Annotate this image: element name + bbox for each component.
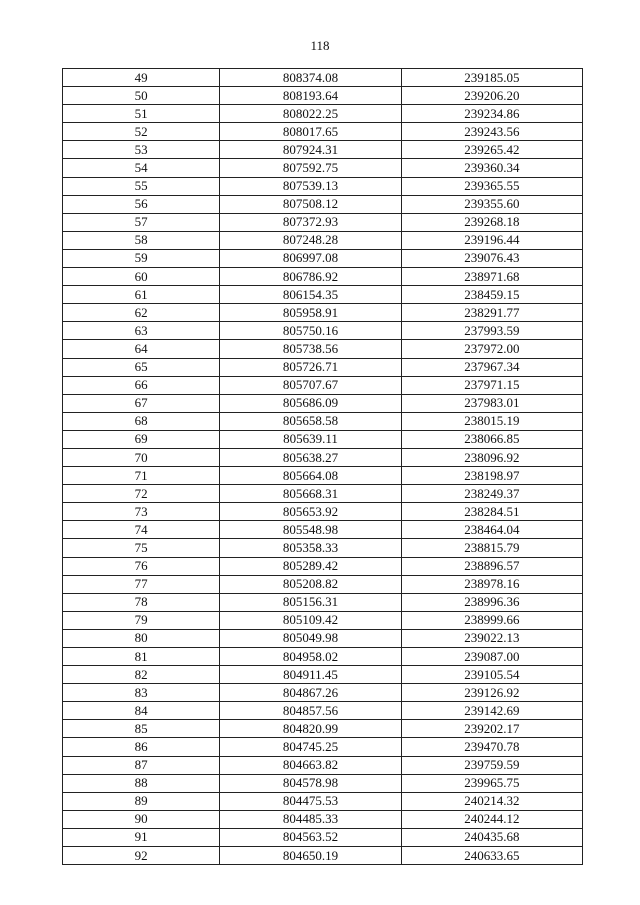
y-coordinate-cell: 239022.13 [401, 629, 582, 647]
x-coordinate-cell: 805686.09 [220, 394, 401, 412]
x-coordinate-cell: 808374.08 [220, 69, 401, 87]
x-coordinate-cell: 807924.31 [220, 141, 401, 159]
point-number-cell: 79 [63, 611, 220, 629]
y-coordinate-cell: 238198.97 [401, 467, 582, 485]
table-row [63, 213, 583, 231]
x-coordinate-cell: 804663.82 [220, 756, 401, 774]
y-coordinate-cell: 240244.12 [401, 810, 582, 828]
point-number-cell: 71 [63, 467, 220, 485]
point-number-cell: 66 [63, 376, 220, 394]
point-number-cell: 54 [63, 159, 220, 177]
point-number-cell: 49 [63, 69, 220, 87]
x-coordinate-cell: 805548.98 [220, 521, 401, 539]
table-row [63, 539, 583, 557]
y-coordinate-cell: 238896.57 [401, 557, 582, 575]
table-row [63, 87, 583, 105]
point-number-cell: 75 [63, 539, 220, 557]
point-number-cell: 73 [63, 503, 220, 521]
x-coordinate-cell: 805668.31 [220, 485, 401, 503]
x-coordinate-cell: 807372.93 [220, 213, 401, 231]
y-coordinate-cell: 237967.34 [401, 358, 582, 376]
point-number-cell: 57 [63, 213, 220, 231]
x-coordinate-cell: 804650.19 [220, 847, 401, 865]
table-row [63, 666, 583, 684]
table-row [63, 575, 583, 593]
point-number-cell: 74 [63, 521, 220, 539]
y-coordinate-cell: 238996.36 [401, 593, 582, 611]
x-coordinate-cell: 806997.08 [220, 249, 401, 267]
x-coordinate-cell: 805638.27 [220, 448, 401, 466]
table-row [63, 810, 583, 828]
table-row [63, 774, 583, 792]
table-row [63, 792, 583, 810]
table-row [63, 412, 583, 430]
x-coordinate-cell: 805658.58 [220, 412, 401, 430]
x-coordinate-cell: 805653.92 [220, 503, 401, 521]
x-coordinate-cell: 804745.25 [220, 738, 401, 756]
x-coordinate-cell: 804958.02 [220, 648, 401, 666]
y-coordinate-cell: 239265.42 [401, 141, 582, 159]
point-number-cell: 85 [63, 720, 220, 738]
table-row [63, 448, 583, 466]
x-coordinate-cell: 805358.33 [220, 539, 401, 557]
y-coordinate-cell: 239268.18 [401, 213, 582, 231]
table-row [63, 611, 583, 629]
y-coordinate-cell: 238249.37 [401, 485, 582, 503]
table-row [63, 394, 583, 412]
y-coordinate-cell: 237971.15 [401, 376, 582, 394]
y-coordinate-cell: 239470.78 [401, 738, 582, 756]
y-coordinate-cell: 237983.01 [401, 394, 582, 412]
table-row [63, 629, 583, 647]
coordinates-table [62, 68, 583, 865]
point-number-cell: 52 [63, 123, 220, 141]
point-number-cell: 81 [63, 648, 220, 666]
table-row [63, 738, 583, 756]
point-number-cell: 70 [63, 448, 220, 466]
point-number-cell: 59 [63, 249, 220, 267]
x-coordinate-cell: 807508.12 [220, 195, 401, 213]
point-number-cell: 88 [63, 774, 220, 792]
y-coordinate-cell: 239185.05 [401, 69, 582, 87]
y-coordinate-cell: 239105.54 [401, 666, 582, 684]
point-number-cell: 77 [63, 575, 220, 593]
table-row [63, 268, 583, 286]
point-number-cell: 58 [63, 231, 220, 249]
table-row [63, 358, 583, 376]
table-row [63, 557, 583, 575]
y-coordinate-cell: 239360.34 [401, 159, 582, 177]
table-row [63, 521, 583, 539]
table-row [63, 847, 583, 865]
point-number-cell: 80 [63, 629, 220, 647]
point-number-cell: 83 [63, 684, 220, 702]
x-coordinate-cell: 805958.91 [220, 304, 401, 322]
y-coordinate-cell: 239202.17 [401, 720, 582, 738]
table-row [63, 720, 583, 738]
y-coordinate-cell: 238464.04 [401, 521, 582, 539]
table-row [63, 503, 583, 521]
x-coordinate-cell: 804857.56 [220, 702, 401, 720]
y-coordinate-cell: 237972.00 [401, 340, 582, 358]
x-coordinate-cell: 804911.45 [220, 666, 401, 684]
point-number-cell: 82 [63, 666, 220, 684]
table-row [63, 69, 583, 87]
point-number-cell: 92 [63, 847, 220, 865]
point-number-cell: 55 [63, 177, 220, 195]
x-coordinate-cell: 805664.08 [220, 467, 401, 485]
table-row [63, 485, 583, 503]
coordinates-table-body [63, 69, 583, 865]
point-number-cell: 62 [63, 304, 220, 322]
page-number: 118 [310, 38, 330, 53]
table-row [63, 376, 583, 394]
x-coordinate-cell: 807539.13 [220, 177, 401, 195]
table-row [63, 249, 583, 267]
x-coordinate-cell: 805208.82 [220, 575, 401, 593]
x-coordinate-cell: 804820.99 [220, 720, 401, 738]
x-coordinate-cell: 805109.42 [220, 611, 401, 629]
x-coordinate-cell: 805726.71 [220, 358, 401, 376]
point-number-cell: 89 [63, 792, 220, 810]
table-row [63, 159, 583, 177]
x-coordinate-cell: 807248.28 [220, 231, 401, 249]
x-coordinate-cell: 804867.26 [220, 684, 401, 702]
point-number-cell: 69 [63, 430, 220, 448]
point-number-cell: 91 [63, 828, 220, 846]
y-coordinate-cell: 239965.75 [401, 774, 582, 792]
y-coordinate-cell: 238978.16 [401, 575, 582, 593]
table-row [63, 177, 583, 195]
table-row [63, 286, 583, 304]
y-coordinate-cell: 239087.00 [401, 648, 582, 666]
table-row [63, 828, 583, 846]
table-row [63, 123, 583, 141]
y-coordinate-cell: 237993.59 [401, 322, 582, 340]
table-row [63, 430, 583, 448]
x-coordinate-cell: 804475.53 [220, 792, 401, 810]
y-coordinate-cell: 238971.68 [401, 268, 582, 286]
point-number-cell: 84 [63, 702, 220, 720]
y-coordinate-cell: 239142.69 [401, 702, 582, 720]
y-coordinate-cell: 239196.44 [401, 231, 582, 249]
y-coordinate-cell: 238015.19 [401, 412, 582, 430]
y-coordinate-cell: 239126.92 [401, 684, 582, 702]
point-number-cell: 90 [63, 810, 220, 828]
point-number-cell: 78 [63, 593, 220, 611]
point-number-cell: 76 [63, 557, 220, 575]
point-number-cell: 68 [63, 412, 220, 430]
table-row [63, 195, 583, 213]
point-number-cell: 72 [63, 485, 220, 503]
point-number-cell: 63 [63, 322, 220, 340]
y-coordinate-cell: 239206.20 [401, 87, 582, 105]
y-coordinate-cell: 239759.59 [401, 756, 582, 774]
table-row [63, 105, 583, 123]
y-coordinate-cell: 239076.43 [401, 249, 582, 267]
y-coordinate-cell: 239234.86 [401, 105, 582, 123]
x-coordinate-cell: 805707.67 [220, 376, 401, 394]
table-row [63, 322, 583, 340]
x-coordinate-cell: 807592.75 [220, 159, 401, 177]
table-row [63, 231, 583, 249]
y-coordinate-cell: 238815.79 [401, 539, 582, 557]
point-number-cell: 86 [63, 738, 220, 756]
point-number-cell: 67 [63, 394, 220, 412]
y-coordinate-cell: 238459.15 [401, 286, 582, 304]
point-number-cell: 61 [63, 286, 220, 304]
x-coordinate-cell: 808017.65 [220, 123, 401, 141]
x-coordinate-cell: 806786.92 [220, 268, 401, 286]
x-coordinate-cell: 805049.98 [220, 629, 401, 647]
y-coordinate-cell: 239243.56 [401, 123, 582, 141]
point-number-cell: 50 [63, 87, 220, 105]
x-coordinate-cell: 805289.42 [220, 557, 401, 575]
x-coordinate-cell: 804578.98 [220, 774, 401, 792]
table-row [63, 141, 583, 159]
point-number-cell: 64 [63, 340, 220, 358]
y-coordinate-cell: 239365.55 [401, 177, 582, 195]
x-coordinate-cell: 806154.35 [220, 286, 401, 304]
x-coordinate-cell: 805738.56 [220, 340, 401, 358]
y-coordinate-cell: 239355.60 [401, 195, 582, 213]
y-coordinate-cell: 238066.85 [401, 430, 582, 448]
y-coordinate-cell: 238096.92 [401, 448, 582, 466]
x-coordinate-cell: 804485.33 [220, 810, 401, 828]
x-coordinate-cell: 808193.64 [220, 87, 401, 105]
y-coordinate-cell: 240633.65 [401, 847, 582, 865]
point-number-cell: 53 [63, 141, 220, 159]
table-row [63, 593, 583, 611]
point-number-cell: 56 [63, 195, 220, 213]
point-number-cell: 87 [63, 756, 220, 774]
table-row [63, 702, 583, 720]
table-row [63, 648, 583, 666]
table-row [63, 340, 583, 358]
point-number-cell: 65 [63, 358, 220, 376]
point-number-cell: 51 [63, 105, 220, 123]
x-coordinate-cell: 804563.52 [220, 828, 401, 846]
table-row [63, 684, 583, 702]
x-coordinate-cell: 808022.25 [220, 105, 401, 123]
y-coordinate-cell: 240435.68 [401, 828, 582, 846]
y-coordinate-cell: 238284.51 [401, 503, 582, 521]
table-row [63, 304, 583, 322]
y-coordinate-cell: 240214.32 [401, 792, 582, 810]
x-coordinate-cell: 805750.16 [220, 322, 401, 340]
y-coordinate-cell: 238291.77 [401, 304, 582, 322]
point-number-cell: 60 [63, 268, 220, 286]
table-row [63, 467, 583, 485]
table-row [63, 756, 583, 774]
y-coordinate-cell: 238999.66 [401, 611, 582, 629]
x-coordinate-cell: 805156.31 [220, 593, 401, 611]
x-coordinate-cell: 805639.11 [220, 430, 401, 448]
